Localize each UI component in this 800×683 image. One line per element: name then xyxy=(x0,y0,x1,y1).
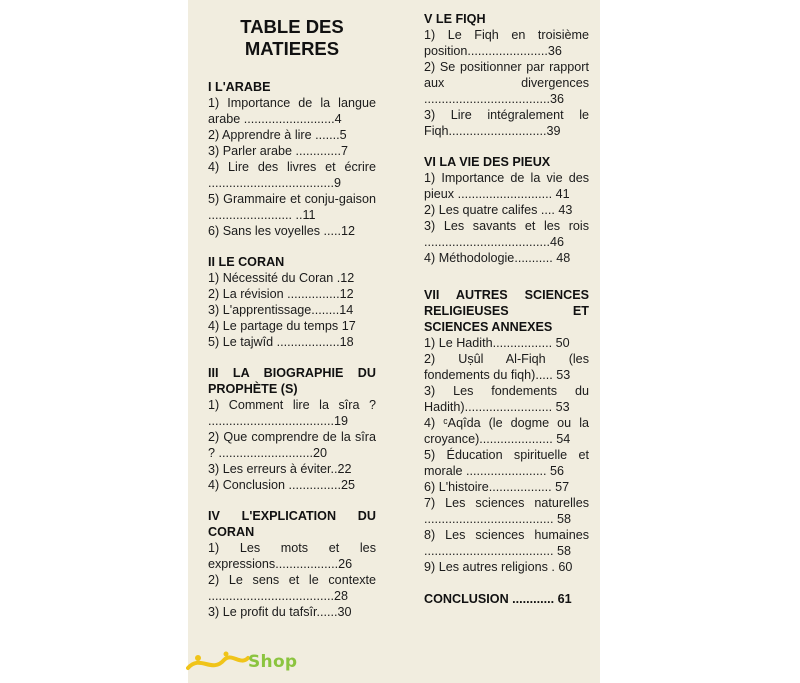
section-heading: VII AUTRES SCIENCES RELIGIEUSES ET SCIENCES ANNEXES xyxy=(424,288,589,334)
toc-entry[interactable]: 4) ᶜAqîda (le dogme ou la croyance)..................... 54 xyxy=(424,416,589,446)
book-page xyxy=(188,0,600,683)
toc-entry[interactable]: 2) La révision ...............12 xyxy=(208,287,354,301)
section-heading: I L'ARABE xyxy=(208,80,271,94)
toc-entry[interactable]: 4) Méthodologie........... 48 xyxy=(424,251,571,265)
toc-entry[interactable]: 2) Se positionner par rapport aux divergences ....................................36 xyxy=(424,60,589,106)
toc-entry[interactable]: 1) Importance de la vie des pieux ........................... 41 xyxy=(424,171,589,201)
toc-entry[interactable]: 3) Les erreurs à éviter..22 xyxy=(208,462,352,476)
toc-entry[interactable]: 6) Sans les voyelles .....12 xyxy=(208,224,355,238)
section-autres-sciences xyxy=(424,287,589,575)
toc-entry[interactable]: 2) Le sens et le contexte ....................................28 xyxy=(208,573,376,603)
toc-entry[interactable]: 1) Le Hadith................. 50 xyxy=(424,336,570,350)
section-vie-des-pieux xyxy=(424,154,589,266)
toc-entry[interactable]: 3) Parler arabe .............7 xyxy=(208,144,348,158)
toc-entry[interactable]: 5) Grammaire et conju-gaison ........................ ..11 xyxy=(208,192,376,222)
toc-entry[interactable]: 2) Les quatre califes .... 43 xyxy=(424,203,573,217)
toc-entry[interactable]: 9) Les autres religions . 60 xyxy=(424,560,573,574)
toc-entry[interactable]: 8) Les sciences humaines ..................................... 58 xyxy=(424,528,589,558)
toc-entry[interactable]: 2) Apprendre à lire .......5 xyxy=(208,128,347,142)
toc-entry[interactable]: 2) Uṣûl Al-Fiqh (les fondements du fiqh)..... 53 xyxy=(424,352,589,382)
toc-entry[interactable]: 7) Les sciences naturelles ..................................... 58 xyxy=(424,496,589,526)
toc-entry[interactable]: 5) Le tajwîd ..................18 xyxy=(208,335,354,349)
section-arabe xyxy=(208,79,376,239)
toc-entry[interactable]: 6) L'histoire.................. 57 xyxy=(424,480,570,494)
section-coran xyxy=(208,254,376,350)
right-column xyxy=(424,0,589,607)
toc-entry[interactable]: 4) Le partage du temps 17 xyxy=(208,319,356,333)
toc-entry[interactable]: 4) Conclusion ...............25 xyxy=(208,478,355,492)
shop-logo-text[interactable]: Shop xyxy=(248,652,298,672)
left-column xyxy=(208,0,376,620)
toc-entry[interactable]: 5) Éducation spirituelle et morale ....................... 56 xyxy=(424,448,589,478)
section-heading: IV L'EXPLICATION DU CORAN xyxy=(208,509,376,539)
title-line-1: TABLE DES xyxy=(240,16,344,37)
toc-entry[interactable]: 3) Les fondements du Hadith)......................... 53 xyxy=(424,384,589,414)
section-heading: III LA BIOGRAPHIE DU PROPHÈTE (S) xyxy=(208,366,376,396)
toc-entry[interactable]: 1) Les mots et les expressions..................26 xyxy=(208,541,376,571)
section-explication xyxy=(208,508,376,620)
section-heading: II LE CORAN xyxy=(208,255,285,269)
toc-entry[interactable]: 3) L'apprentissage........14 xyxy=(208,303,354,317)
section-heading: V LE FIQH xyxy=(424,12,486,26)
toc-entry[interactable]: 3) Le profit du tafsîr......30 xyxy=(208,605,352,619)
toc-entry[interactable]: 3) Les savants et les rois ....................................46 xyxy=(424,219,589,249)
toc-entry[interactable]: 1) Nécessité du Coran .12 xyxy=(208,271,355,285)
title-line-2: MATIERES xyxy=(244,38,340,59)
toc-entry[interactable]: 2) Que comprendre de la sîra ? ...........................20 xyxy=(208,430,376,460)
toc-entry[interactable]: 1) Importance de la langue arabe ..........................4 xyxy=(208,96,376,126)
toc-entry[interactable]: 1) Comment lire la sîra ? ....................................19 xyxy=(208,398,376,428)
toc-entry[interactable]: 1) Le Fiqh en troisième position.......................36 xyxy=(424,28,589,58)
toc-entry[interactable]: 4) Lire des livres et écrire ....................................9 xyxy=(208,160,376,190)
section-heading: VI LA VIE DES PIEUX xyxy=(424,155,551,169)
toc-entry-conclusion[interactable]: CONCLUSION ............ 61 xyxy=(424,592,572,606)
section-biographie xyxy=(208,365,376,493)
page-title xyxy=(208,16,376,60)
section-fiqh xyxy=(424,11,589,139)
toc-entry[interactable]: 3) Lire intégralement le Fiqh............................39 xyxy=(424,108,589,138)
